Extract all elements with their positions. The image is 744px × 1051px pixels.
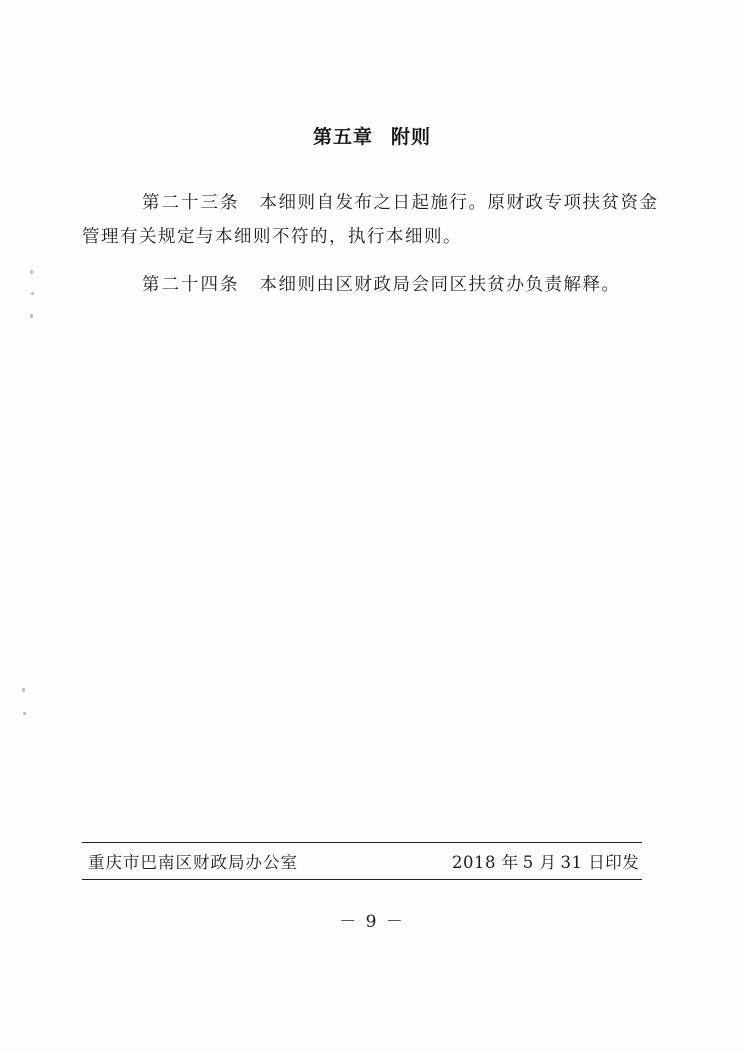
article-number: 第二十四条: [142, 275, 240, 295]
chapter-heading: [0, 122, 744, 149]
issue-year: 2018 年: [452, 853, 519, 872]
chapter-title: 附则: [391, 126, 432, 148]
issuer-office: 重庆市巴南区财政局办公室: [88, 853, 298, 872]
scan-speck: [23, 712, 26, 715]
issue-date: [452, 849, 639, 873]
article-number: 第二十三条: [142, 193, 240, 213]
article-paragraph: [82, 186, 662, 254]
chapter-number: 第五章: [312, 126, 373, 148]
footer-bottom-rule: [82, 879, 642, 880]
article-text: 本细则自发布之日起施行。原财政专项扶贫资金管理有关规定与本细则不符的，执行本细则。: [82, 193, 659, 247]
article-paragraph: [82, 268, 662, 302]
scan-speck: [22, 688, 25, 692]
article-text: 本细则由区财政局会同区扶贫办负责解释。: [259, 275, 621, 295]
footer-top-rule: [82, 842, 642, 843]
scan-speck: [30, 314, 33, 318]
scan-speck: [31, 292, 34, 295]
issue-day: 31 日印发: [560, 853, 640, 872]
issue-month: 5 月: [522, 853, 557, 872]
page-number: － 9 －: [339, 912, 405, 932]
scan-speck: [30, 270, 33, 274]
